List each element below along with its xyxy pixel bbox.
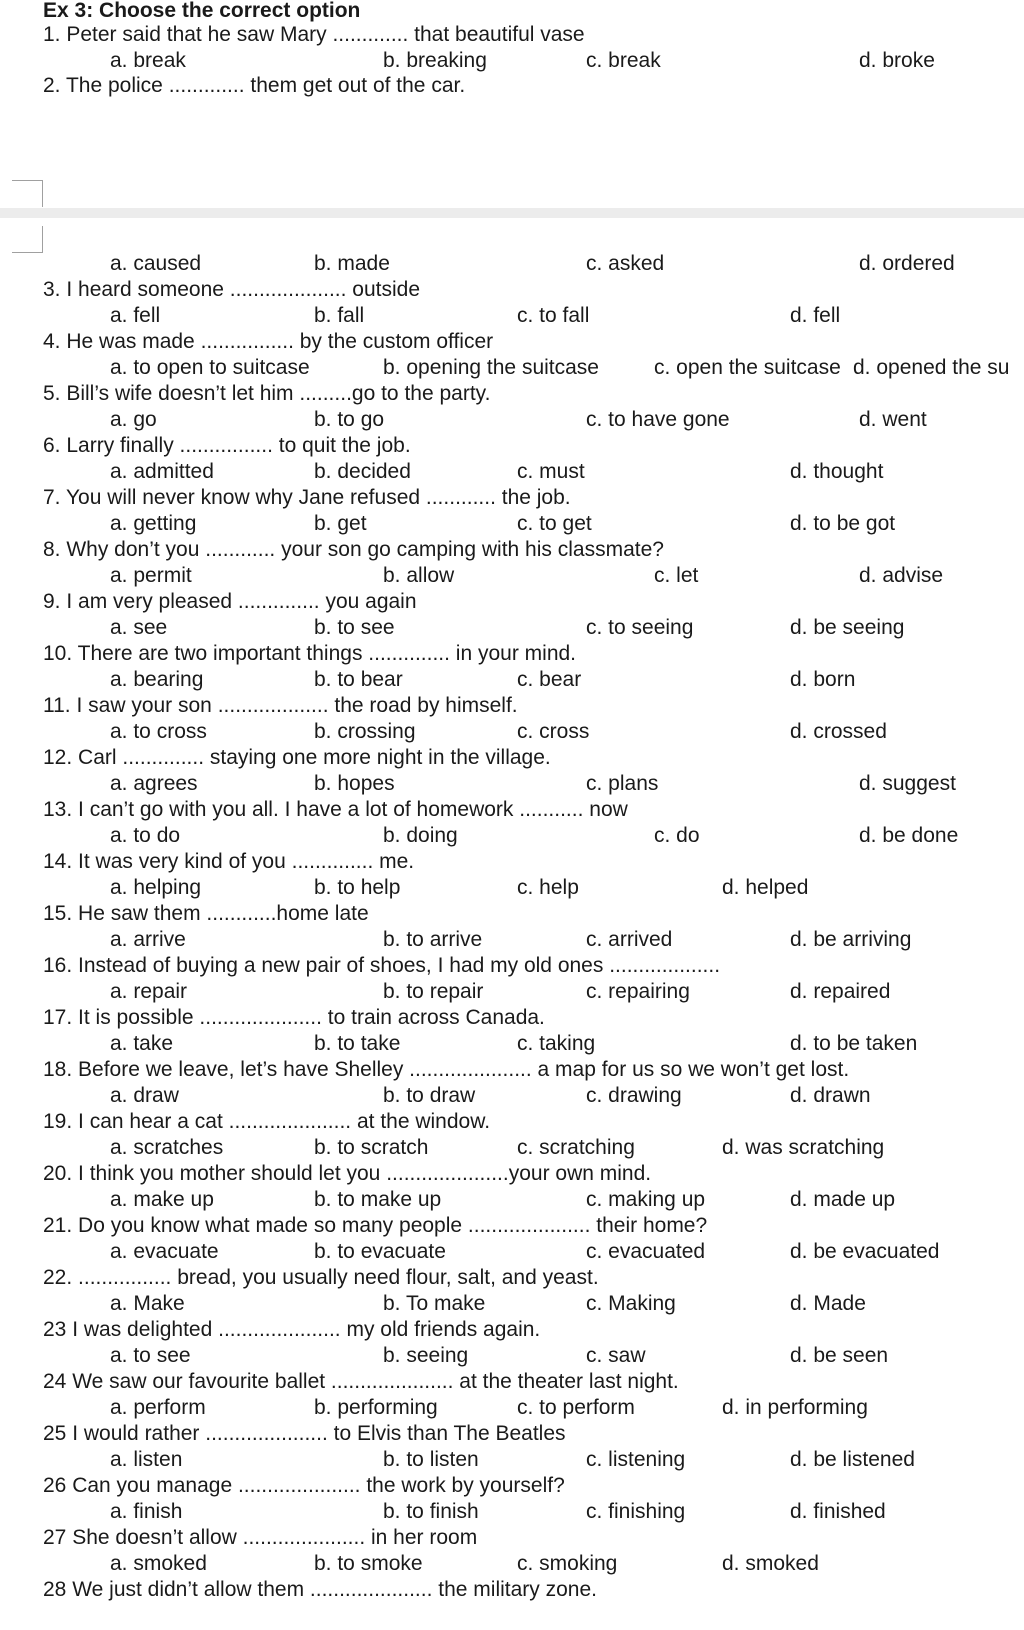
option-23c: c. saw bbox=[586, 1344, 646, 1367]
option-1c: c. break bbox=[586, 49, 661, 72]
option-22b: b. To make bbox=[383, 1292, 486, 1315]
page-seam-divider bbox=[0, 208, 1024, 218]
option-8d: d. advise bbox=[859, 564, 944, 587]
option-7c: c. to get bbox=[517, 512, 592, 535]
option-13a: a. to do bbox=[110, 824, 181, 847]
option-16a: a. repair bbox=[110, 980, 188, 1003]
option-18b: b. to draw bbox=[383, 1084, 476, 1107]
option-11c: c. cross bbox=[517, 720, 590, 743]
option-3d: d. fell bbox=[790, 304, 841, 327]
option-17a: a. take bbox=[110, 1032, 174, 1055]
option-4b: b. opening the suitcase bbox=[383, 356, 599, 379]
option-26b: b. to finish bbox=[383, 1500, 479, 1523]
option-24a: a. perform bbox=[110, 1396, 206, 1419]
option-20b: b. to make up bbox=[314, 1188, 442, 1211]
option-8b: b. allow bbox=[383, 564, 455, 587]
page-seam-bracket-bottom bbox=[12, 226, 43, 253]
question-21: 21. Do you know what made so many people ..................... their home? bbox=[43, 1214, 708, 1237]
option-5c: c. to have gone bbox=[586, 408, 730, 431]
question-27: 27 She doesn’t allow ..................... in her room bbox=[43, 1526, 478, 1549]
option-22c: c. Making bbox=[586, 1292, 676, 1315]
option-21d: d. be evacuated bbox=[790, 1240, 940, 1263]
option-6d: d. thought bbox=[790, 460, 884, 483]
question-14: 14. It was very kind of you .............. me. bbox=[43, 850, 415, 873]
option-8c: c. let bbox=[654, 564, 699, 587]
option-14d: d. helped bbox=[722, 876, 809, 899]
option-11d: d. crossed bbox=[790, 720, 887, 743]
option-13b: b. doing bbox=[383, 824, 458, 847]
question-17: 17. It is possible ..................... to train across Canada. bbox=[43, 1006, 545, 1029]
option-10d: d. born bbox=[790, 668, 856, 691]
option-10b: b. to bear bbox=[314, 668, 403, 691]
option-9c: c. to seeing bbox=[586, 616, 694, 639]
option-20d: d. made up bbox=[790, 1188, 896, 1211]
question-4: 4. He was made ................ by the custom officer bbox=[43, 330, 494, 353]
question-1: 1. Peter said that he saw Mary ............. that beautiful vase bbox=[43, 23, 585, 46]
option-18a: a. draw bbox=[110, 1084, 179, 1107]
option-22d: d. Made bbox=[790, 1292, 866, 1315]
option-5b: b. to go bbox=[314, 408, 385, 431]
option-20c: c. making up bbox=[586, 1188, 706, 1211]
question-3: 3. I heard someone .................... outside bbox=[43, 278, 421, 301]
option-14b: b. to help bbox=[314, 876, 401, 899]
option-25a: a. listen bbox=[110, 1448, 183, 1471]
question-26: 26 Can you manage ..................... the work by yourself? bbox=[43, 1474, 565, 1497]
question-5: 5. Bill’s wife doesn’t let him .........go to the party. bbox=[43, 382, 491, 405]
option-13c: c. do bbox=[654, 824, 700, 847]
option-18d: d. drawn bbox=[790, 1084, 871, 1107]
option-7b: b. get bbox=[314, 512, 367, 535]
option-16d: d. repaired bbox=[790, 980, 891, 1003]
question-28: 28 We just didn’t allow them ..................... the military zone. bbox=[43, 1578, 597, 1601]
option-5d: d. went bbox=[859, 408, 927, 431]
option-12c: c. plans bbox=[586, 772, 659, 795]
option-17c: c. taking bbox=[517, 1032, 596, 1055]
question-8: 8. Why don’t you ............ your son go camping with his classmate? bbox=[43, 538, 664, 561]
option-4d: d. opened the su bbox=[853, 356, 1010, 379]
option-12b: b. hopes bbox=[314, 772, 395, 795]
question-12: 12. Carl .............. staying one more night in the village. bbox=[43, 746, 551, 769]
option-4a: a. to open to suitcase bbox=[110, 356, 310, 379]
option-9a: a. see bbox=[110, 616, 168, 639]
question-19: 19. I can hear a cat ..................... at the window. bbox=[43, 1110, 491, 1133]
option-3a: a. fell bbox=[110, 304, 161, 327]
question-9: 9. I am very pleased .............. you again bbox=[43, 590, 417, 613]
option-8a: a. permit bbox=[110, 564, 192, 587]
option-2d: d. ordered bbox=[859, 252, 955, 275]
option-24d: d. in performing bbox=[722, 1396, 868, 1419]
option-3b: b. fall bbox=[314, 304, 365, 327]
option-20a: a. make up bbox=[110, 1188, 214, 1211]
option-27c: c. smoking bbox=[517, 1552, 618, 1575]
option-6a: a. admitted bbox=[110, 460, 214, 483]
option-15a: a. arrive bbox=[110, 928, 186, 951]
question-20: 20. I think you mother should let you .....................your own mind. bbox=[43, 1162, 652, 1185]
option-2a: a. caused bbox=[110, 252, 202, 275]
option-7a: a. getting bbox=[110, 512, 197, 535]
option-18c: c. drawing bbox=[586, 1084, 682, 1107]
option-10c: c. bear bbox=[517, 668, 582, 691]
option-11b: b. crossing bbox=[314, 720, 416, 743]
option-12d: d. suggest bbox=[859, 772, 956, 795]
question-6: 6. Larry finally ................ to quit the job. bbox=[43, 434, 411, 457]
option-1a: a. break bbox=[110, 49, 186, 72]
option-24c: c. to perform bbox=[517, 1396, 635, 1419]
option-15d: d. be arriving bbox=[790, 928, 912, 951]
option-19d: d. was scratching bbox=[722, 1136, 885, 1159]
option-10a: a. bearing bbox=[110, 668, 204, 691]
option-1d: d. broke bbox=[859, 49, 935, 72]
option-22a: a. Make bbox=[110, 1292, 185, 1315]
option-4c: c. open the suitcase bbox=[654, 356, 841, 379]
option-23b: b. seeing bbox=[383, 1344, 469, 1367]
option-16c: c. repairing bbox=[586, 980, 690, 1003]
option-21b: b. to evacuate bbox=[314, 1240, 446, 1263]
option-5a: a. go bbox=[110, 408, 157, 431]
option-12a: a. agrees bbox=[110, 772, 198, 795]
option-9d: d. be seeing bbox=[790, 616, 905, 639]
option-13d: d. be done bbox=[859, 824, 959, 847]
option-27b: b. to smoke bbox=[314, 1552, 423, 1575]
option-16b: b. to repair bbox=[383, 980, 484, 1003]
option-1b: b. breaking bbox=[383, 49, 487, 72]
option-15b: b. to arrive bbox=[383, 928, 483, 951]
option-15c: c. arrived bbox=[586, 928, 673, 951]
option-9b: b. to see bbox=[314, 616, 395, 639]
option-21c: c. evacuated bbox=[586, 1240, 706, 1263]
option-2b: b. made bbox=[314, 252, 390, 275]
question-16: 16. Instead of buying a new pair of shoes, I had my old ones ................... bbox=[43, 954, 721, 977]
option-3c: c. to fall bbox=[517, 304, 590, 327]
question-23: 23 I was delighted ..................... my old friends again. bbox=[43, 1318, 541, 1341]
option-11a: a. to cross bbox=[110, 720, 207, 743]
question-10: 10. There are two important things .............. in your mind. bbox=[43, 642, 577, 665]
option-25b: b. to listen bbox=[383, 1448, 479, 1471]
option-19a: a. scratches bbox=[110, 1136, 224, 1159]
question-25: 25 I would rather ..................... to Elvis than The Beatles bbox=[43, 1422, 566, 1445]
option-23a: a. to see bbox=[110, 1344, 191, 1367]
option-19c: c. scratching bbox=[517, 1136, 635, 1159]
question-24: 24 We saw our favourite ballet ..................... at the theater last night. bbox=[43, 1370, 679, 1393]
option-24b: b. performing bbox=[314, 1396, 438, 1419]
option-25d: d. be listened bbox=[790, 1448, 915, 1471]
question-7: 7. You will never know why Jane refused ............ the job. bbox=[43, 486, 571, 509]
option-27d: d. smoked bbox=[722, 1552, 819, 1575]
exercise-title: Ex 3: Choose the correct option bbox=[43, 0, 361, 22]
question-15: 15. He saw them ............home late bbox=[43, 902, 369, 925]
option-23d: d. be seen bbox=[790, 1344, 889, 1367]
question-18: 18. Before we leave, let’s have Shelley ..................... a map for us so we won’t get lost. bbox=[43, 1058, 850, 1081]
question-22: 22. ................ bread, you usually need flour, salt, and yeast. bbox=[43, 1266, 599, 1289]
option-14c: c. help bbox=[517, 876, 579, 899]
option-19b: b. to scratch bbox=[314, 1136, 429, 1159]
option-6b: b. decided bbox=[314, 460, 411, 483]
question-2: 2. The police ............. them get out of the car. bbox=[43, 74, 466, 97]
option-6c: c. must bbox=[517, 460, 585, 483]
option-26d: d. finished bbox=[790, 1500, 886, 1523]
page-seam-bracket-top bbox=[12, 180, 43, 207]
option-21a: a. evacuate bbox=[110, 1240, 219, 1263]
option-2c: c. asked bbox=[586, 252, 665, 275]
option-14a: a. helping bbox=[110, 876, 202, 899]
option-27a: a. smoked bbox=[110, 1552, 207, 1575]
option-26c: c. finishing bbox=[586, 1500, 686, 1523]
option-17d: d. to be taken bbox=[790, 1032, 918, 1055]
option-7d: d. to be got bbox=[790, 512, 896, 535]
option-25c: c. listening bbox=[586, 1448, 686, 1471]
question-11: 11. I saw your son ................... the road by himself. bbox=[43, 694, 518, 717]
question-13: 13. I can’t go with you all. I have a lot of homework ........... now bbox=[43, 798, 628, 821]
option-17b: b. to take bbox=[314, 1032, 401, 1055]
option-26a: a. finish bbox=[110, 1500, 183, 1523]
